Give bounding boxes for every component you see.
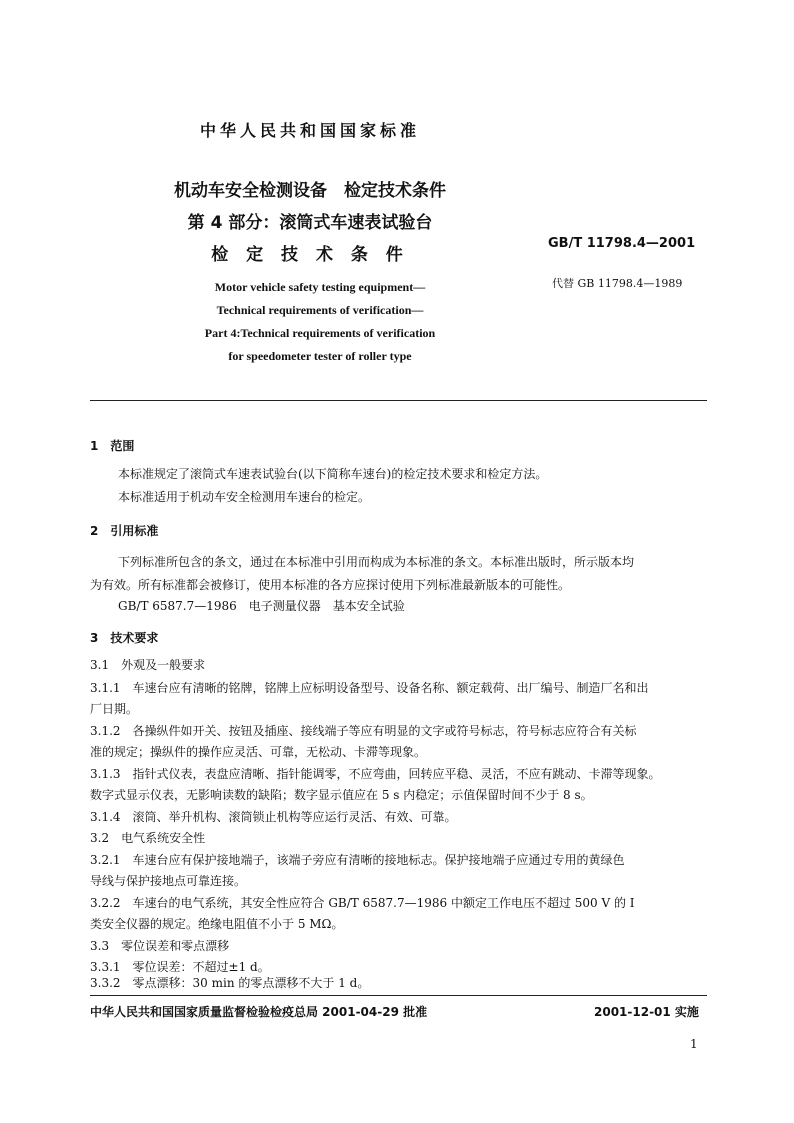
english-title-line-4: for speedometer tester of roller type [228,349,412,363]
section-2-reference: GB/T 6587.7—1986 电子测量仪器 基本安全试验 [118,599,405,613]
clause-3-1-2-line-1: 3.1.2 各操纵件如开关、按钮及插座、接线端子等应有明显的文字或符号标志，符号标志应符合有关标 [90,724,637,738]
clause-3-1-1-line-1: 3.1.1 车速台应有清晰的铭牌，铭牌上应标明设备型号、设备名称、额定载荷、出厂编号、制造厂名和出 [90,681,649,695]
national-standard-label: 中华人民共和国国家标准 [199,121,420,140]
footer-divider [90,995,707,996]
effective-date: 2001-12-01 实施 [594,1005,699,1019]
clause-3-3-2: 3.3.2 零点漂移：30 min 的零点漂移不大于 1 d。 [90,976,370,990]
clause-3-2-1-line-1: 3.2.1 车速台应有保护接地端子，该端子旁应有清晰的接地标志。保护接地端子应通过专用的黄绿色 [90,853,625,867]
clause-3-2: 3.2 电气系统安全性 [90,831,206,845]
approval-note: 中华人民共和国国家质量监督检验检疫总局 2001-04-29 批准 [90,1005,428,1019]
clause-3-1-2-line-2: 准的规定；操纵件的操作应灵活、可靠，无松动、卡滞等现象。 [90,745,427,759]
clause-3-1-4: 3.1.4 滚筒、举升机构、滚筒锁止机构等应运行灵活、有效、可靠。 [90,810,457,824]
english-title-line-3: Part 4:Technical requirements of verification [204,326,436,340]
replaces-note: 代替 GB 11798.4—1989 [552,277,683,290]
clause-3-3: 3.3 零位误差和零点漂移 [90,939,230,953]
clause-3-2-2-line-1: 3.2.2 车速台的电气系统，其安全性应符合 GB/T 6587.7—1986 中额定工作电压不超过 500 V 的 I [90,896,635,910]
title-line-3: 检 定 技 术 条 件 [211,245,409,265]
clause-3-2-2-line-2: 类安全仪器的规定。绝缘电阻值不小于 5 MΩ。 [90,917,344,931]
english-title-line-2: Technical requirements of verification— [216,303,424,317]
clause-3-1-3-line-2: 数字式显示仪表，无影响读数的缺陷；数字显示值应在 5 s 内稳定；示值保留时间不少于 8 s。 [90,788,593,802]
title-line-1: 机动车安全检测设备 检定技术条件 [174,181,446,201]
header-divider [90,400,707,401]
section-2-paragraph-line-1: 下列标准所包含的条文，通过在本标准中引用而构成为本标准的条文。本标准出版时，所示版本均 [118,555,635,569]
section-1-heading: 1 范围 [90,439,135,453]
section-3-heading: 3 技术要求 [90,631,159,645]
clause-3-1: 3.1 外观及一般要求 [90,658,206,672]
section-1-paragraph-1: 本标准规定了滚筒式车速表试验台(以下简称车速台)的检定技术要求和检定方法。 [118,467,548,481]
clause-3-2-1-line-2: 导线与保护接地点可靠连接。 [90,874,247,888]
english-title-line-1: Motor vehicle safety testing equipment— [214,280,426,294]
page-number: 1 [690,1037,698,1051]
clause-3-3-1: 3.3.1 零位误差：不超过±1 d。 [90,960,270,974]
section-1-paragraph-2: 本标准适用于机动车安全检测用车速台的检定。 [118,490,371,504]
clause-3-1-3-line-1: 3.1.3 指针式仪表，表盘应清晰、指针能调零，不应弯曲，回转应平稳、灵活，不应有跳动、卡滞等现象。 [90,767,661,781]
title-line-2: 第 4 部分：滚筒式车速表试验台 [187,213,433,233]
clause-3-1-1-line-2: 厂日期。 [90,702,139,716]
section-2-paragraph-line-2: 为有效。所有标准都会被修订，使用本标准的各方应探讨使用下列标准最新版本的可能性。 [90,578,571,592]
section-2-heading: 2 引用标准 [90,524,159,538]
standard-code: GB/T 11798.4—2001 [548,236,696,251]
